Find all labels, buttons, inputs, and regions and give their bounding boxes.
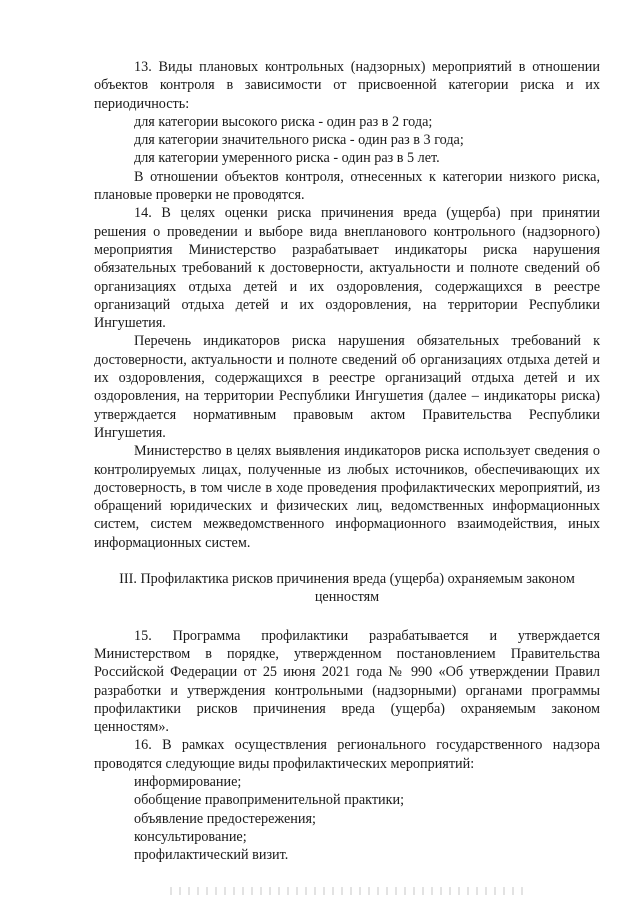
low-risk-note: В отношении объектов контроля, отнесенных к категории низкого риска, плановые проверки не проводятся.: [94, 168, 600, 204]
prevention-measure-item: профилактический визит.: [134, 847, 289, 864]
item-16-intro: 16. В рамках осуществления регионального государственного надзора проводятся следующие виды профилактических мероприятий:: [94, 737, 600, 772]
prevention-measure-item: консультирование;: [134, 828, 247, 845]
risk-category-item: для категории умеренного риска - один раз в 5 лет.: [134, 150, 440, 167]
risk-category-item: для категории высокого риска - один раз в 2 года;: [134, 113, 433, 130]
prevention-measure-item: объявление предостережения;: [134, 810, 316, 827]
risk-category-item: для категории значительного риска - один раз в 3 года;: [134, 132, 464, 149]
scan-artifact-footer: [170, 887, 530, 895]
item-14-paragraph-1: 14. В целях оценки риска причинения вреда (ущерба) при принятии решения о проведении и выборе вида внепланового контрольного (надзорного) мероприятия Министерство разрабатывает индикаторы риска нарушения обязательных требований к достоверности, актуальности и полноте сведений об организациях отдыха детей и их оздоровления, содержащихся в реестре организаций отдыха детей и их оздоровления, на территории Республики Ингушетия.: [94, 205, 600, 332]
prevention-measure-item: информирование;: [134, 773, 242, 790]
item-15-paragraph: 15. Программа профилактики разрабатывается и утверждается Министерством в порядке, утвержденном постановлением Правительства Российской Федерации от 25 июня 2021 года № 990 «Об утверждении Правил разработки и утверждения контрольными (надзорными) органами программы профилактики рисков причинения вреда (ущерба) охраняемым законом ценностям».: [94, 627, 600, 736]
item-13-intro: 13. Виды плановых контрольных (надзорных) мероприятий в отношении объектов контроля в зависимости от присвоенной категории риска и их периодичность:: [94, 59, 600, 112]
item-14-paragraph-3: Министерство в целях выявления индикаторов риска использует сведения о контролируемых лицах, полученные из любых источников, обеспечивающих их достоверность, в том числе в ходе проведения профилактических мероприятий, из обращений юридических и физических лиц, ведомственных информационных систем, систем межведомственного информационного взаимодействия, иных информационных систем.: [94, 443, 600, 551]
item-14-paragraph-2: Перечень индикаторов риска нарушения обязательных требований к достоверности, актуальности и полноте сведений об организациях отдыха детей и их оздоровления, содержащихся в реестре организаций отдыха детей и их оздоровления, на территории Республики Ингушетия (далее – индикаторы риска) утверждается нормативным правовым актом Правительства Республики Ингушетия.: [94, 333, 600, 441]
section-3-heading: III. Профилактика рисков причинения вреда (ущерба) охраняемым законом ценностям: [119, 571, 575, 606]
prevention-measure-item: обобщение правоприменительной практики;: [134, 792, 405, 809]
